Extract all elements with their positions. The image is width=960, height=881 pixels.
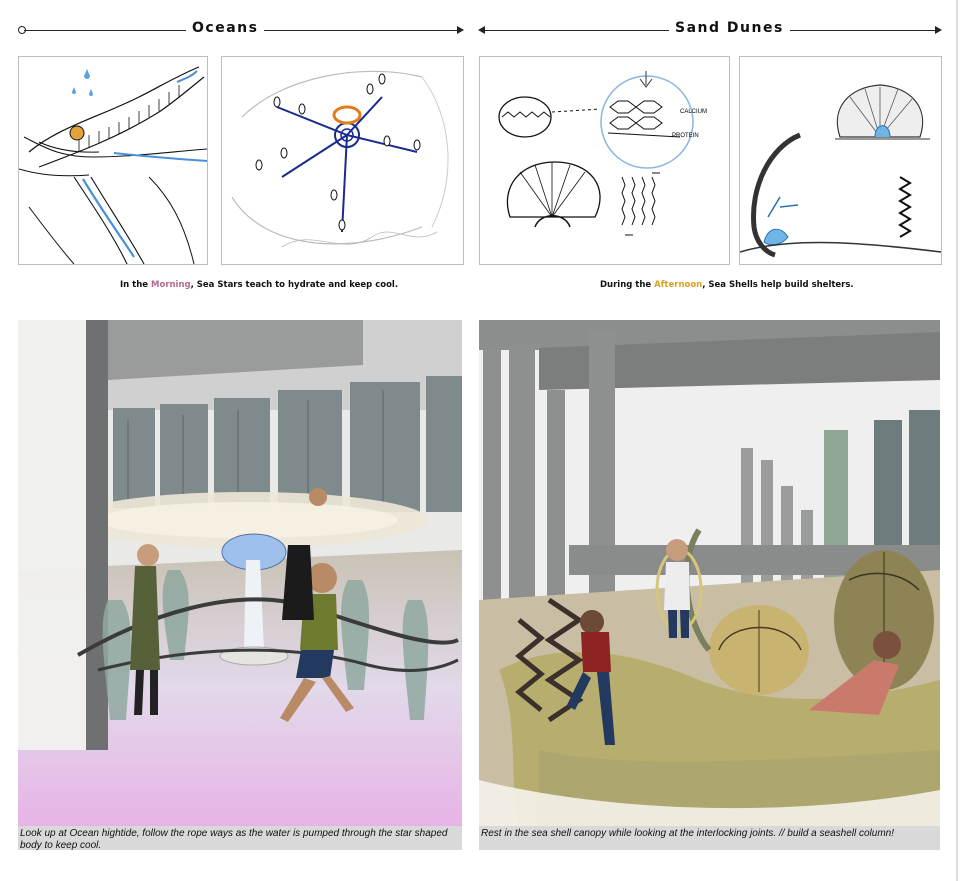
shell-shelter-drawing bbox=[740, 57, 941, 264]
oceans-header bbox=[18, 20, 464, 40]
header-arrow-right-icon bbox=[457, 26, 464, 34]
footer-oceans: Look up at Ocean hightide, follow the rope ways as the water is pumped through the star shaped body to keep cool. bbox=[18, 826, 462, 850]
caption-afternoon bbox=[600, 280, 854, 290]
caption-morning bbox=[120, 280, 398, 290]
sketch-sea-star-plan bbox=[221, 56, 464, 265]
shell-structure-drawing bbox=[480, 57, 729, 264]
page-edge bbox=[956, 0, 958, 881]
render-sand-dunes-interior bbox=[479, 320, 940, 826]
caption-morning-suffix: , Sea Stars teach to hydrate and keep cool. bbox=[190, 280, 399, 290]
caption-morning-highlight: Morning bbox=[151, 280, 191, 290]
caption-morning-prefix: In the bbox=[120, 280, 152, 290]
footer-sand-dunes: Rest in the sea shell canopy while looking at the interlocking joints. // build a seashell column! bbox=[479, 826, 940, 850]
render-oceans-interior bbox=[18, 320, 462, 826]
shell-canopy-left bbox=[709, 605, 809, 695]
caption-afternoon-highlight: Afternoon bbox=[654, 280, 703, 290]
oceans-scene bbox=[18, 320, 462, 826]
sand-dunes-scene bbox=[479, 320, 940, 826]
label-protein: PROTEIN bbox=[672, 133, 699, 139]
sketch-shell-structure bbox=[479, 56, 730, 265]
sea-star-arm-drawing bbox=[19, 57, 207, 264]
caption-afternoon-suffix: , Sea Shells help build shelters. bbox=[702, 280, 854, 290]
sketch-shell-shelter bbox=[739, 56, 942, 265]
sand-dunes-header bbox=[478, 20, 942, 40]
caption-afternoon-prefix: During the bbox=[600, 280, 655, 290]
header-arrow-right-icon bbox=[935, 26, 942, 34]
section-title-oceans: Oceans bbox=[186, 20, 264, 36]
label-calcium: CALCIUM bbox=[680, 109, 708, 115]
section-title-sand-dunes: Sand Dunes bbox=[669, 20, 790, 36]
sea-star-plan-drawing bbox=[222, 57, 463, 264]
sketch-sea-star-arm bbox=[18, 56, 208, 265]
